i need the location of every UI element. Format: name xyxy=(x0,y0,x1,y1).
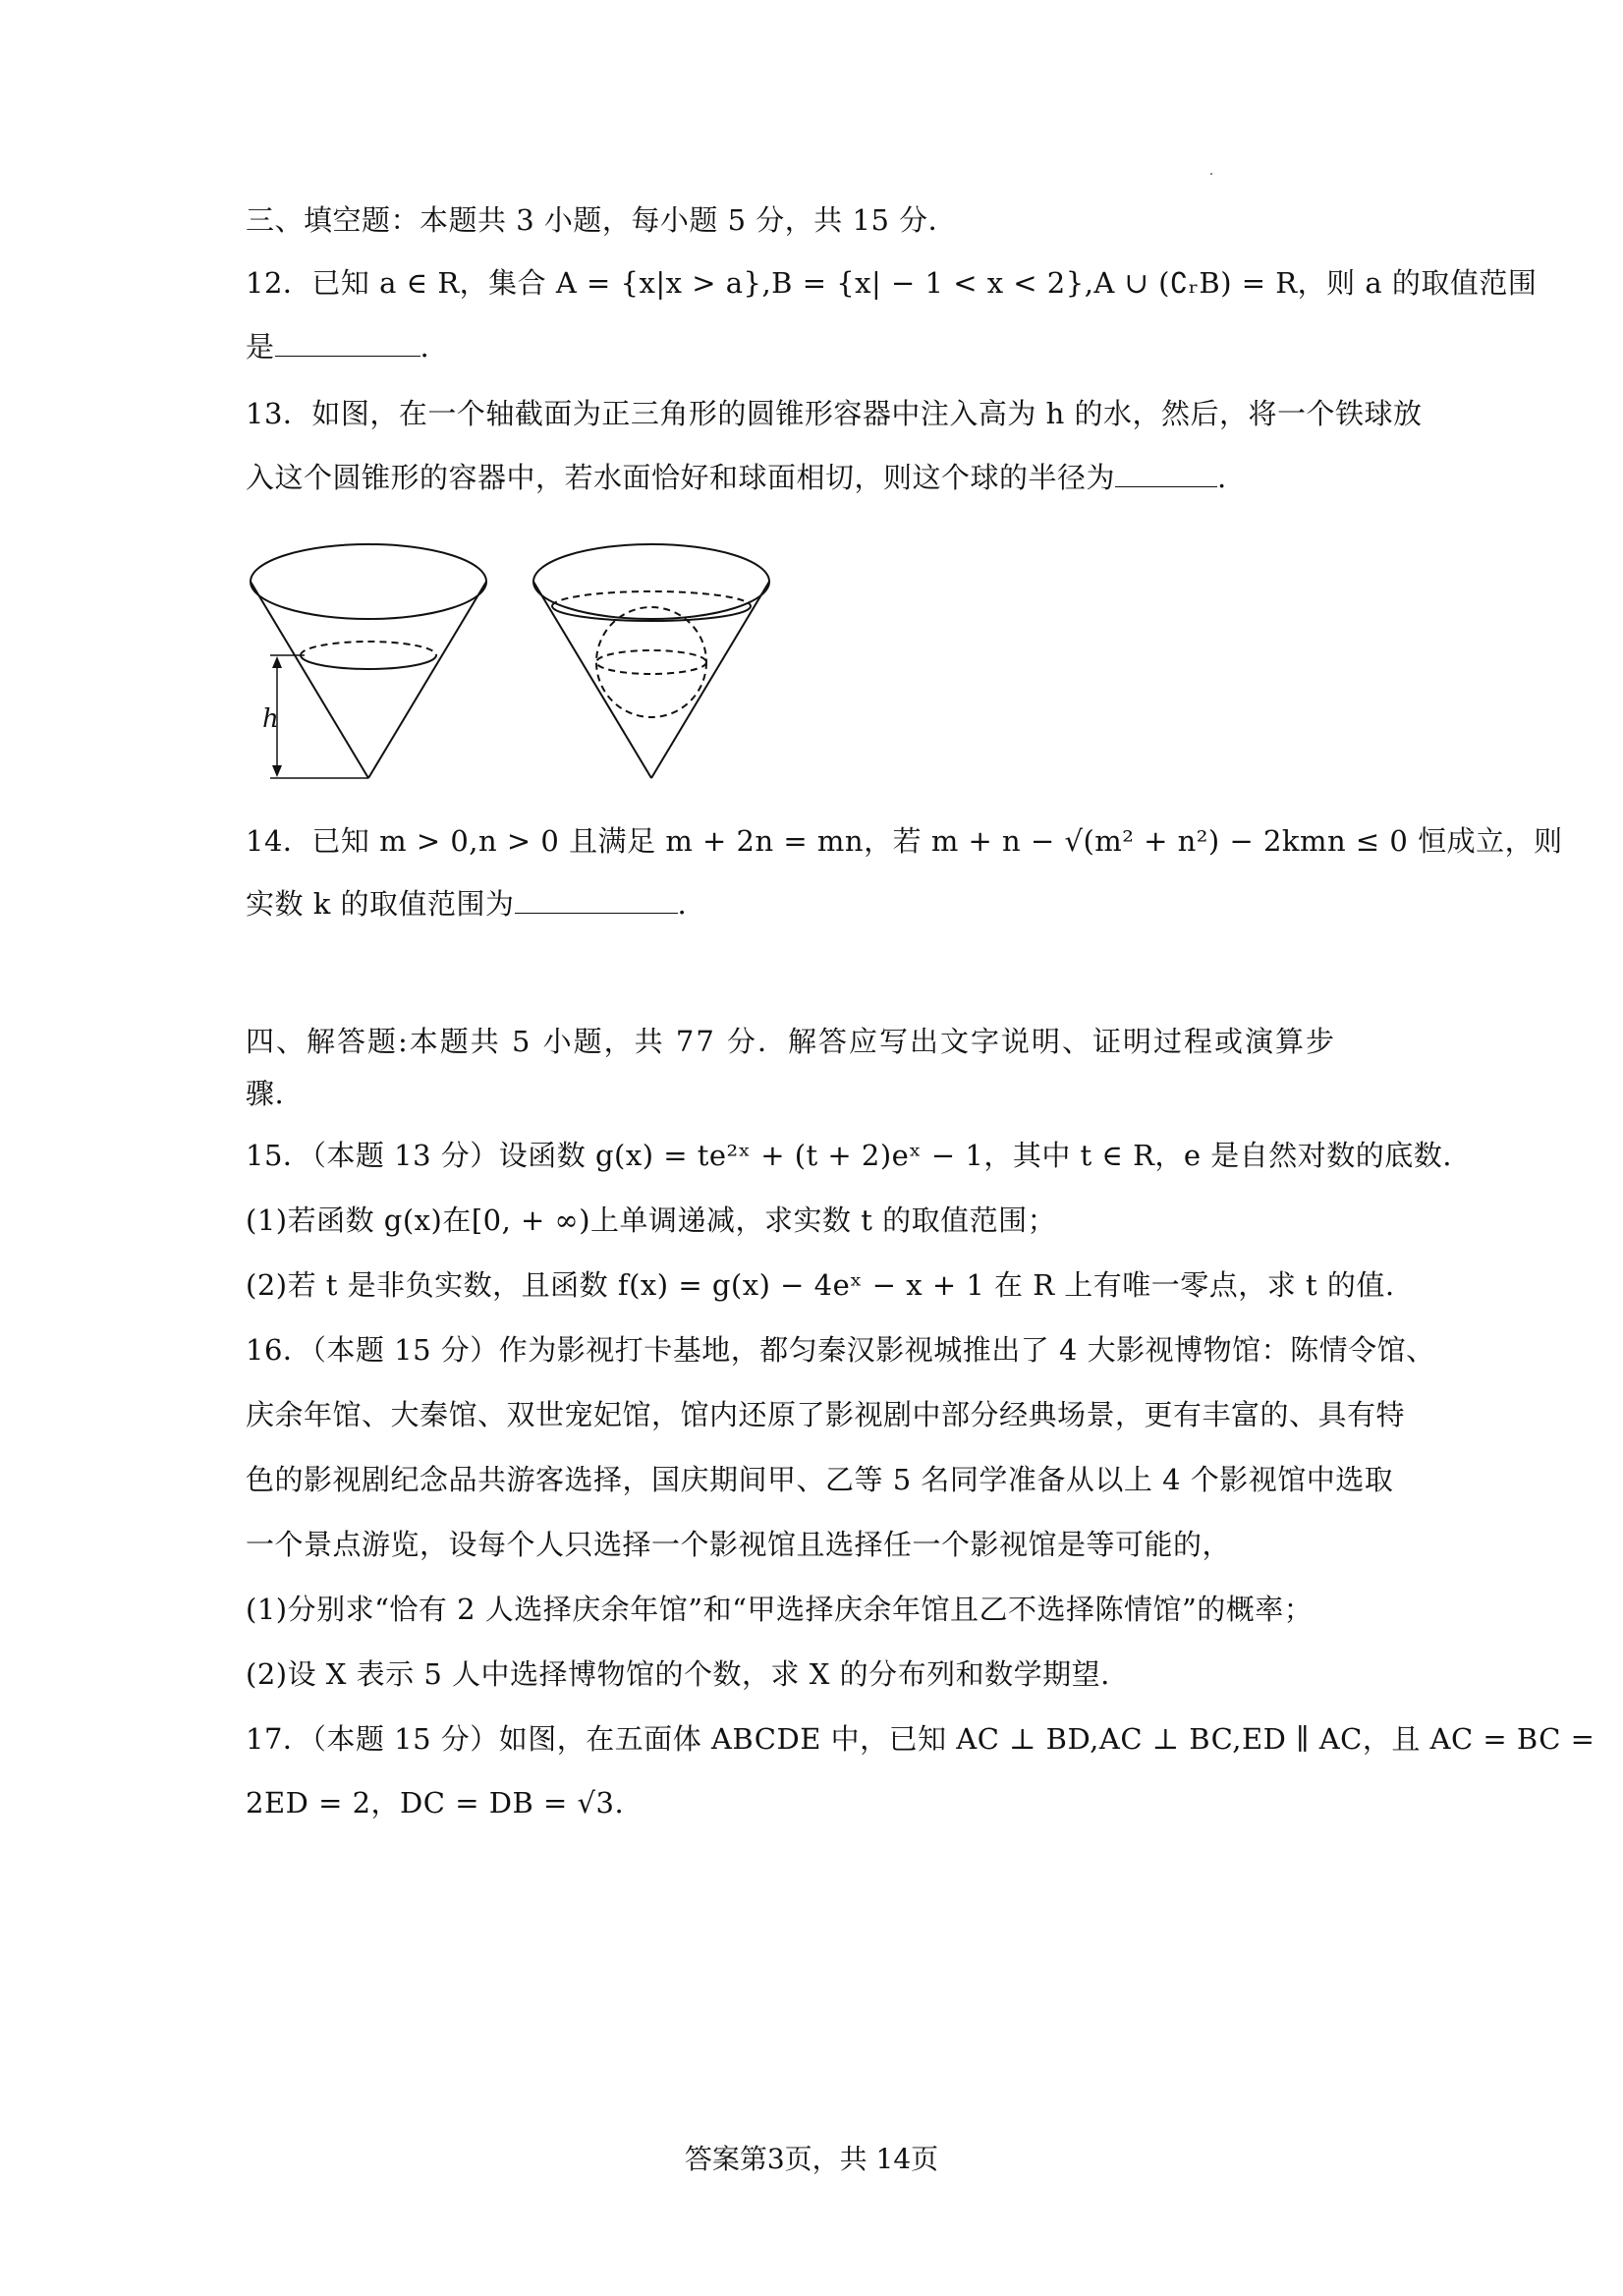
q14-line2 xyxy=(246,884,687,924)
q16-part2: (2)设 X 表示 5 人中选择博物馆的个数，求 X 的分布列和数学期望. xyxy=(246,1657,1110,1691)
q17-line1: 17．（本题 15 分）如图，在五面体 ABCDE 中，已知 AC ⊥ BD,AC ⊥ BC,ED ∥ AC，且 AC = BC = xyxy=(246,1722,1595,1756)
q12-line2 xyxy=(246,327,429,366)
q15-line1: 15．（本题 13 分）设函数 g(x) = te²ˣ + (t + 2)eˣ − 1，其中 t ∈ R，e 是自然对数的底数. xyxy=(246,1139,1453,1172)
q12-line1: 12．已知 a ∈ R，集合 A = {x|x > a},B = {x| − 1 < x < 2},A ∪ (∁ᵣB) = R，则 a 的取值范围 xyxy=(246,266,1538,300)
q16-line2: 庆余年馆、大秦馆、双世宠妃馆，馆内还原了影视剧中部分经典场景，更有丰富的、具有特 xyxy=(246,1398,1406,1431)
q14-line1: 14．已知 m > 0,n > 0 且满足 m + 2n = mn，若 m + n − √(m² + n²) − 2kmn ≤ 0 恒成立，则 xyxy=(246,824,1563,858)
q13-line2-prefix: 入这个圆锥形的容器中，若水面恰好和球面相切，则这个球的半径为 xyxy=(246,461,1116,494)
q15-part2: (2)若 t 是非负实数，且函数 f(x) = g(x) − 4eˣ − x + 1 在 R 上有唯一零点，求 t 的值. xyxy=(246,1268,1395,1302)
q13-line1: 13．如图，在一个轴截面为正三角形的圆锥形容器中注入高为 h 的水，然后，将一个铁球放 xyxy=(246,397,1423,430)
scan-speck xyxy=(1210,173,1212,175)
q16-line1: 16．（本题 15 分）作为影视打卡基地，都匀秦汉影视城推出了 4 大影视博物馆：陈情令馆、 xyxy=(246,1333,1435,1367)
figure-h-label: h xyxy=(262,704,279,734)
q13-line2-suffix: . xyxy=(1217,461,1227,494)
q16-line3: 色的影视剧纪念品共游客选择，国庆期间甲、乙等 5 名同学准备从以上 4 个影视馆中选取 xyxy=(246,1463,1394,1496)
q14-answer-blank[interactable] xyxy=(515,885,678,914)
q14-line2-suffix: . xyxy=(677,887,688,921)
q15-part1: (1)若函数 g(x)在[0, + ∞)上单调递减，求实数 t 的取值范围； xyxy=(246,1204,1057,1237)
q12-line2-prefix: 是 xyxy=(246,330,275,364)
section4-line2: 骤. xyxy=(246,1077,285,1110)
cone-with-ball xyxy=(533,544,769,778)
q17-line2: 2ED = 2，DC = DB = √3. xyxy=(246,1786,625,1820)
q16-line4: 一个景点游览，设每个人只选择一个影视馆且选择任一个影视馆是等可能的， xyxy=(246,1528,1232,1561)
section4-line1: 四、解答题:本题共 5 小题，共 77 分．解答应写出文字说明、证明过程或演算步 xyxy=(246,1025,1336,1058)
q13-answer-blank[interactable] xyxy=(1115,459,1217,487)
q12-line2-suffix: . xyxy=(420,330,430,364)
cone-figures xyxy=(236,531,786,796)
q16-part1: (1)分别求“恰有 2 人选择庆余年馆”和“甲选择庆余年馆且乙不选择陈情馆”的概率； xyxy=(246,1593,1314,1626)
page-footer: 答案第3页，共 14页 xyxy=(684,2143,939,2175)
section3-heading: 三、填空题：本题共 3 小题，每小题 5 分，共 15 分． xyxy=(246,203,958,237)
q12-answer-blank[interactable] xyxy=(275,328,420,357)
q14-line2-prefix: 实数 k 的取值范围为 xyxy=(246,887,515,921)
q13-line2 xyxy=(246,458,1227,497)
cone-with-water xyxy=(251,544,486,778)
